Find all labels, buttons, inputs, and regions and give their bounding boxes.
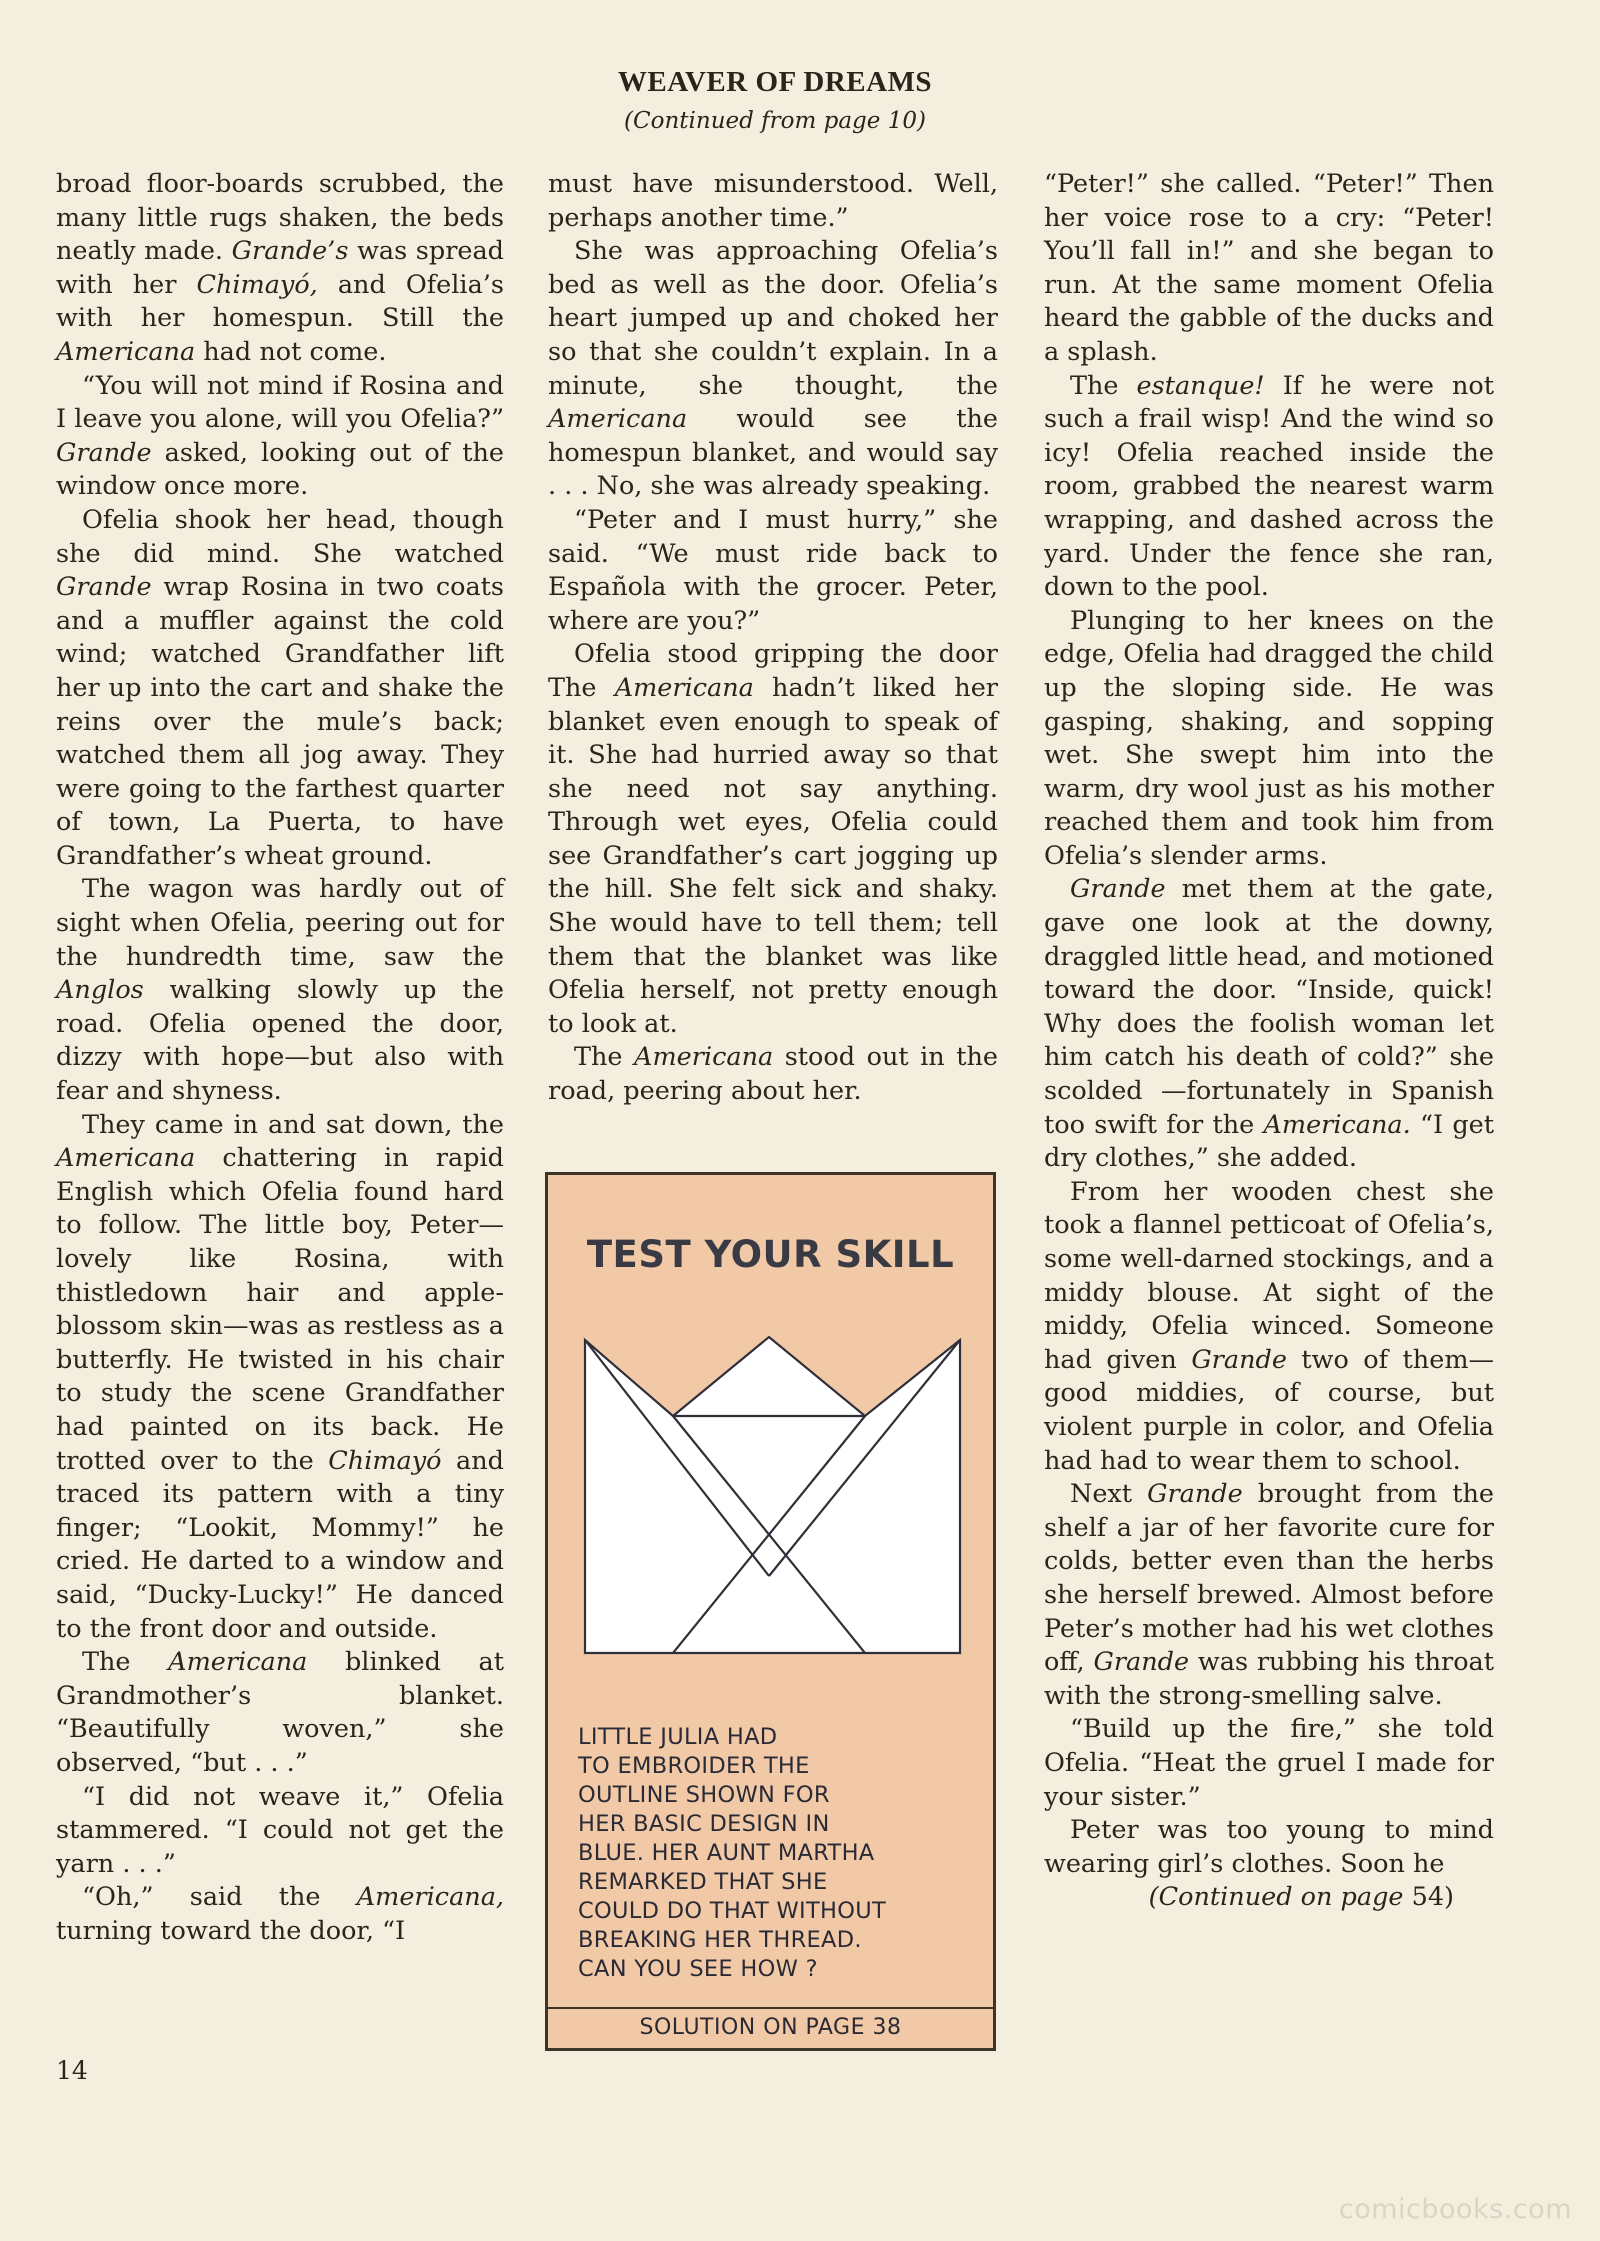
story-paragraph: “Peter and I must hurry,” she said. “We must ride back to Española with the grocer. Peter, where are you?” <box>548 504 998 636</box>
story-paragraph: Ofelia stood gripping the door The Americana hadn’t liked her blanket even enough to speak of it. She had hurried away so that she need not say anything. Through wet eyes, Ofelia could see Grandfather’s cart jogging up the hill. She felt sick and shaky. She would have to tell them; tell them that the blanket was like Ofelia herself, not pretty enough to look at. <box>548 639 998 1039</box>
story-paragraph: Grande met them at the gate, gave one look at the downy, draggled little head, and motioned toward the door. “Inside, quick! Why does the foolish woman let him catch his death of cold?” she scolded —fortunately in Spanish too swift for the Americana. “I get dry clothes,” she added. <box>1044 874 1494 1174</box>
story-paragraph: Ofelia shook her head, though she did mind. She watched Grande wrap Rosina in two coats and a muffler against the cold wind; watched Grandfather lift her up into the cart and shake the reins over the mule’s back; watched them all jog away. They were going to the farthest quarter of town, La Puerta, to have Grandfather’s wheat ground. <box>56 504 504 871</box>
puzzle-solution-note: SOLUTION ON PAGE 38 <box>639 2015 902 2040</box>
story-paragraph: Peter was too young to mind wearing girl’s clothes. Soon he <box>1044 1815 1494 1879</box>
story-paragraph: They came in and sat down, the Americana chattering in rapid English which Ofelia found hard to follow. The little boy, Peter—lovely like Rosina, with thistledown hair and apple-blossom skin—was as restless as a butterfly. He twisted in his chair to study the scene Grandfather had painted on its back. He trotted over to the Chimayó and traced its pattern with a tiny finger; “Lookit, Mommy!” he cried. He darted to a window and said, “Ducky-Lucky!” He danced to the front door and outside. <box>56 1109 504 1644</box>
page-number: 14 <box>56 2056 88 2085</box>
story-paragraph: From her wooden chest she took a flannel petticoat of Ofelia’s, some well-darned stockings, and a middy blouse. At sight of the middy, Ofelia winced. Someone had given Grande two of them—good middies, of course, but violent purple in color, and Ofelia had had to wear them to school. <box>1044 1176 1495 1476</box>
story-paragraph: broad floor-boards scrubbed, the many little rugs shaken, the beds neatly made. Grande’s was spread with her Chimayó, and Ofelia’s with her homespun. Still the Americana had not come. <box>56 169 505 367</box>
text-column-3 <box>1044 168 1494 1915</box>
test-your-skill-box <box>545 1172 996 2051</box>
story-paragraph: “Oh,” said the Americana, turning toward the door, “I <box>56 1882 504 1946</box>
puzzle-title: TEST YOUR SKILL <box>586 1233 955 1276</box>
continued-from-note: (Continued from page 10) <box>624 108 926 134</box>
story-paragraph: She was approaching Ofelia’s bed as well as the door. Ofelia’s heart jumped up and choked her so that she couldn’t explain. In a minute, she thought, the Americana would see the homespun blanket, and would say . . . No, she was already speaking. <box>548 236 998 502</box>
puzzle-text-line: HER BASIC DESIGN IN <box>578 1811 830 1837</box>
puzzle-instructions <box>578 1723 969 1984</box>
story-paragraph: The wagon was hardly out of sight when Ofelia, peering out for the hundredth time, saw the Anglos walking slowly up the road. Ofelia opened the door, dizzy with hope—but also with fear and shyness. <box>56 874 504 1107</box>
puzzle-divider <box>548 2007 993 2009</box>
story-paragraph: The Americana stood out in the road, peering about her. <box>548 1042 998 1107</box>
puzzle-text-line: BLUE. HER AUNT MARTHA <box>578 1840 875 1866</box>
story-paragraph: Plunging to her knees on the edge, Ofelia had dragged the child up the sloping side. He was gasping, shaking, and sopping wet. She swept him into the warm, dry wool just as his mother reached them and took him from Ofelia’s slender arms. <box>1044 605 1494 871</box>
text-column-1 <box>56 168 504 1948</box>
continued-on-note: (Continued on page 54) <box>1148 1882 1454 1913</box>
text-column-2 <box>548 168 998 1109</box>
story-paragraph: The Americana blinked at Grandmother’s blanket. “Beautifully woven,” she observed, “but . . .” <box>56 1647 504 1778</box>
puzzle-diagram <box>582 1335 964 1655</box>
story-paragraph: must have misunderstood. Well, perhaps another time.” <box>548 169 998 233</box>
story-paragraph: The estanque! If he were not such a frail wisp! And the wind so icy! Ofelia reached inside the room, grabbed the nearest warm wrapping, and dashed across the yard. Under the fence she ran, down to the pool. <box>1044 370 1494 603</box>
puzzle-text-line: TO EMBROIDER THE <box>578 1753 810 1779</box>
puzzle-text-line: OUTLINE SHOWN FOR <box>578 1782 830 1808</box>
puzzle-text-line: REMARKED THAT SHE <box>578 1869 828 1895</box>
story-title: WEAVER OF DREAMS <box>617 66 933 98</box>
story-paragraph: “I did not weave it,” Ofelia stammered. “I could not get the yarn . . .” <box>56 1781 504 1879</box>
story-paragraph: “You will not mind if Rosina and I leave you alone, will you Ofelia?” Grande asked, looking out of the window once more. <box>56 370 504 502</box>
site-watermark: comicbooks.com <box>1338 2194 1572 2225</box>
puzzle-text-line: COULD DO THAT WITHOUT <box>578 1898 887 1924</box>
story-paragraph: “Build up the fire,” she told Ofelia. “Heat the gruel I made for your sister.” <box>1044 1714 1494 1812</box>
story-paragraph: “Peter!” she called. “Peter!” Then her voice rose to a cry: “Peter! You’ll fall in!” and she began to run. At the same moment Ofelia heard the gabble of the ducks and a splash. <box>1044 169 1494 367</box>
story-paragraph: Next Grande brought from the shelf a jar of her favorite cure for colds, better even than the herbs she herself brewed. Almost before Peter’s mother had his wet clothes off, Grande was rubbing his throat with the strong-smelling salve. <box>1044 1479 1494 1711</box>
puzzle-text-line: LITTLE JULIA HAD <box>578 1724 778 1750</box>
puzzle-text-line: CAN YOU SEE HOW ? <box>578 1956 818 1982</box>
puzzle-text-line: BREAKING HER THREAD. <box>578 1927 862 1953</box>
